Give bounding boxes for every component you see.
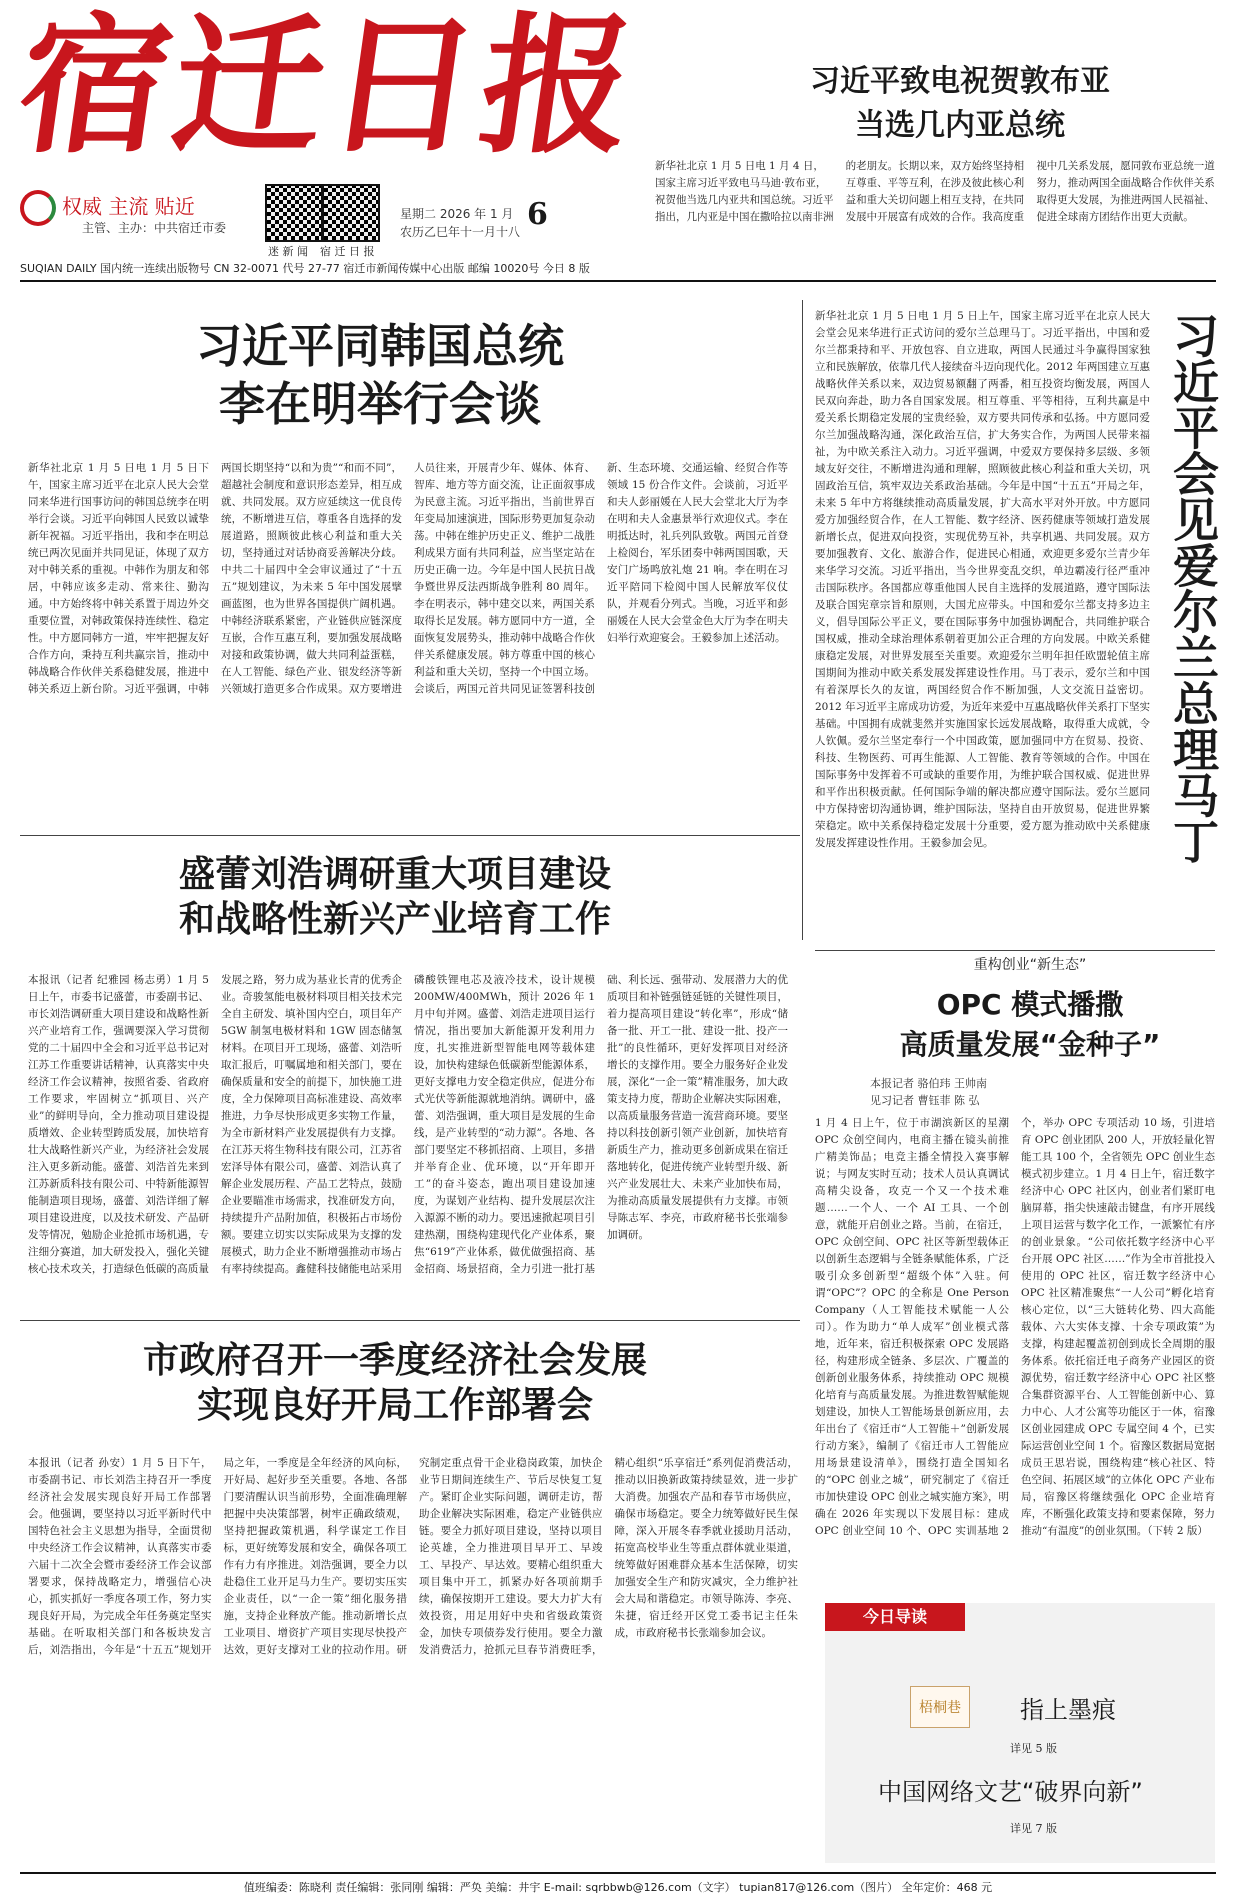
today-guide-label: 今日导读 — [825, 1603, 965, 1631]
lead-story-body: 新华社北京 1 月 5 日电 1 月 5 日下午，国家主席习近平在北京人民大会堂同来华进行国事访问的韩国总统李在明举行会谈。习近平向韩国人民致以诚挚新年祝福。习近平指出，我和李在明总统已两次见面并共同见证，体现了双方对中韩关系的重视。中韩作为朋友和邻居，中韩应该多走动、常来往、勤沟通。中方始终将中韩关系置于周边外交重要位置，对韩政策保持连续性、稳定性。中方愿同韩方一道，牢牢把握友好合作方向，秉持互利共赢宗旨，推动中韩战略合作伙伴关系稳健发展，推进中韩关系迈上新台阶。习近平强调，中韩两国长期坚持“以和为贵”“和而不同”，超越社会制度和意识形态差异，相互成就、共同发展。双方应延续这一优良传统，不断增进互信，尊重各自选择的发展道路，照顾彼此核心利益和重大关切，坚持通过对话协商妥善解决分歧。中共二十届四中全会审议通过了“十五五”规划建议，为未来 5 年中国发展擘画蓝图，也为世界各国提供广阔机遇。中韩经济联系紧密，产业链供应链深度互嵌，合作互惠互利，要加强发展战略对接和政策协调，做大共同利益蛋糕，在人工智能、绿色产业、银发经济等新兴领域打造更多合作成果。双方要增进人员往来，开展青少年、媒体、体育、智库、地方等方面交流，让正面叙事成为民意主流。习近平指出，当前世界百年变局加速演进，国际形势更加复杂动荡。中韩在维护历史正义、维护二战胜利成果方面有共同利益，应当坚定站在历史正确一边。今年是中国人民抗日战争暨世界反法西斯战争胜利 80 周年。李在明表示，韩中建交以来，两国关系取得长足发展。韩方愿同中方一道，全面恢复发展势头，推动韩中战略合作伙伴关系健康发展。韩方尊重中国的核心利益和重大关切，坚持一个中国立场。会谈后，两国元首共同见证签署科技创新、生态环境、交通运输、经贸合作等领域 15 份合作文件。会谈前，习近平和夫人彭丽媛在人民大会堂北大厅为李在明和夫人金惠景举行欢迎仪式。李在明抵达时，礼兵列队致敬。两国元首登上检阅台，军乐团奏中韩两国国歌，天安门广场鸣放礼炮 21 响。李在明在习近平陪同下检阅中国人民解放军仪仗队，并观看分列式。当晚，习近平和彭丽媛在人民大会堂金色大厅为李在明夫妇举行欢迎宴会。王毅参加上述活动。 — [28, 462, 788, 695]
headline-line: 和战略性新兴产业培育工作 — [178, 899, 611, 940]
headline-line: 实现良好开局工作部署会 — [196, 1385, 593, 1426]
govt-story-body: 本报讯（记者 孙安）1 月 5 日下午，市委副书记、市长刘浩主持召开一季度经济社会发展实现良好开局工作部署会。他强调，要坚持以习近平新时代中国特色社会主义思想为指导，全面贯彻中央经济工作会议精神，认真落实市委六届十二次全会暨市委经济工作会议部署要求，保持战略定力，增强信心决心，抓实抓好一季度各项工作，努力实现良好开局，为完成全年任务奠定坚实基础。在听取相关部门和各板块发言后，刘浩指出，今年是“十五五”规划开局之年，一季度是全年经济的风向标，开好局、起好步至关重要。各地、各部门要清醒认识当前形势，全面准确理解把握中央决策部署，树牢正确政绩观，坚持把握政策机遇，科学谋定工作目标，更好统筹发展和安全，确保各项工作有力有序推进。刘浩强调，要全力以赴稳住工业开足马力生产。要切实压实企业责任，以“一企一策”细化服务措施，支持企业释放产能。推动新增长点工业项目、增资扩产项目实现尽快投产达效，更好支撑对工业的拉动作用。研究制定重点骨干企业稳岗政策，加快企业节日期间连续生产、节后尽快复工复产。紧盯企业实际问题，调研走访，帮助企业解决实际困难，稳定产业链供应链。要全力抓好项目建设，坚持以项目论英雄，全力推进项目早开工、早竣工、早投产、早达效。要精心组织重大项目集中开工，抓紧办好各项前期手续，确保按期开工建设。要大力扩大有效投资，用足用好中央和省级政策资金，加快专项债券发行使用。要全力激发消费活力，抢抓元旦春节消费旺季，精心组织“乐享宿迁”系列促消费活动，推动以旧换新政策持续显效，进一步扩大消费。加强农产品和春节市场供应，确保市场稳定。要全力统筹做好民生保障，深入开展冬春季就业援助月活动，拓宽高校毕业生等重点群体就业渠道，统筹做好困难群众基本生活保障，切实加强安全生产和防灾减灾，全力维护社会大局和谐稳定。市领导陈涛、李亮、朱捷，宿迁经开区党工委书记主任朱成，市政府秘书长张端参加会议。 — [28, 1457, 798, 1656]
newspaper-logo-icon — [20, 190, 56, 226]
headline-line: 盛蕾刘浩调研重大项目建设 — [178, 854, 611, 895]
opc-kicker: 重构创业“新生态” — [973, 957, 1087, 973]
qr-label: 迷 新 闻 — [268, 245, 308, 258]
section-divider — [20, 835, 800, 836]
project-story-headline[interactable] — [90, 852, 700, 942]
weekday-date: 星期二 2026 年 1 月 — [400, 207, 514, 221]
ireland-story-headline[interactable]: 习近平会见爱尔兰总理马丁 — [1166, 312, 1220, 864]
headline-line: 市政府召开一季度经济社会发展 — [142, 1340, 647, 1381]
qr-code-icon[interactable] — [265, 184, 323, 242]
column-divider — [802, 300, 803, 940]
lead-story-headline[interactable] — [110, 318, 650, 433]
slogan-text: 权威 主流 贴近 — [62, 194, 195, 219]
guide-item-title[interactable]: 中国网络文艺“破界向新” — [878, 1778, 1143, 1806]
issue-day: 6 — [527, 197, 548, 232]
ireland-story-body: 新华社北京 1 月 5 日电 1 月 5 日上午，国家主席习近平在北京人民大会堂会见来华进行正式访问的爱尔兰总理马丁。习近平指出，中国和爱尔兰都秉持和平、开放包容、自立进取，两国人民通过斗争赢得国家独立和民族解放，依靠几代人接续奋斗迈向现代化。2012 年两国建立互惠战略伙伴关系以来，双边贸易额翻了两番，相互投资均衡发展，两国人民双向奔赴，助力各自国家发展。相互尊重、平等相待，互利共赢是中爱关系长期稳定发展的宝贵经验，双方要共同传承和弘扬。中方愿同爱尔兰加强战略沟通，深化政治互信，扩大务实合作，为两国人民带来福祉，为中欧关系注入动力。习近平强调，中爱双方要保持多层级、多领域友好交往，不断增进沟通和理解，照顾彼此核心利益和重大关切，巩固政治互信，筑牢双边关系政治基础。今年是中国“十五五”开局之年，未来 5 年中方将继续推动高质量发展，扩大高水平对外开放。中方愿同爱方加强经贸合作，在人工智能、数字经济、医药健康等领域打造发展新增长点，促进双向投资，实现优势互补，共享机遇、共同发展。双方要加强教育、文化、旅游合作，促进民心相通，欢迎更多爱尔兰青少年来华学习交流。习近平指出，当今世界变乱交织，单边霸凌行径严重冲击国际秩序。各国都应尊重他国人民自主选择的发展道路，遵守国际法及联合国宪章宗旨和原则，大国尤应带头。中国和爱尔兰都支持多边主义，倡导国际公平正义，要在国际事务中加强协调配合，共同维护联合国权威，推动全球治理体系朝着更加公正合理的方向发展。中欧关系健康稳定发展，对世界发展至关重要。欢迎爱尔兰明年担任欧盟轮值主席国期间为推动中欧关系发展发挥建设性作用。马丁表示，爱尔兰和中国有着深厚长久的友谊，两国经贸合作不断加强，人文交流日益密切。2012 年习近平主席成功访爱，为近年来爱中互惠战略伙伴关系打下坚实基础。中国拥有成就斐然并实施国家长远发展战略，取得重大成就，令人钦佩。爱尔兰坚定奉行一个中国政策，愿加强同中方在贸易、投资、科技、生物医药、可再生能源、人工智能、教育等领域的合作。中国在国际事务中发挥着不可或缺的重要作用，为维护联合国权威、促进世界和平作出积极贡献。任何国际争端的解决都应遵守国际法。爱尔兰愿同中方保持密切沟通协调，维护国际法，坚持自由开放贸易，促进世界繁荣稳定。欧中关系保持稳定发展十分重要，爱方愿为推动欧中关系健康发展发挥建设性作用。王毅参加会见。 — [815, 310, 1150, 849]
govt-story-headline[interactable] — [90, 1338, 700, 1428]
guide-item-page: 详见 7 版 — [1010, 1822, 1057, 1835]
qr-code-icon[interactable] — [322, 184, 380, 242]
guide-item-title[interactable]: 指上墨痕 — [1020, 1696, 1116, 1724]
guide-item-page: 详见 5 版 — [1010, 1742, 1057, 1755]
top-story-headline[interactable] — [720, 60, 1200, 148]
opc-story-body: 1 月 4 日上午，位于市湖滨新区的星潮 OPC 众创空间内，电商主播在镜头前推广精美饰品；电竞主播全情投入赛事解说；与网友实时互动；技术人员认真调试高精尖设备，攻克一个又一个技术难题……一个人、一个 AI 工具、一个创意，就能开启创业之路。当前，在宿迁，OPC 众创空间、OPC 社区等新型载体正以创新生态逻辑与全链条赋能体系，广泛吸引众多创新型“超级个体”入驻。何谓“OPC”？OPC 的全称是 One Person Company（人工智能技术赋能一人公司）。作为助力“单人成军”创业模式落地，近年来，宿迁积极探索 OPC 发展路径，构建形成全链条、多层次、广覆盖的创新创业服务体系，持续推动 OPC 规模化培育与高质量发展。为推进数智赋能规划建设，加快人工智能场景创新应用，去年出台了《宿迁市“人工智能＋”创新发展行动方案》，编制了《宿迁市人工智能应用场景建设清单》，围绕打造全国知名的“OPC 创业之城”，研究制定了《宿迁市加快建设 OPC 创业之城实施方案》，明确在 2026 年实现以下发展目标：建成 OPC 创业空间 10 个、OPC 实训基地 2 个，举办 OPC 专项活动 10 场，引进培育 OPC 创业团队 200 人，开放轻量化智能工具 100 个，全省领先 OPC 创业生态模式初步建立。1 月 4 日上午，宿迁数字经济中心 OPC 社区内，创业者们紧盯电脑屏幕，指尖快速敲击键盘，有序开展线上项目运营与数字化工作，一派繁忙有序的创业景象。“公司依托数字经济中心平台开展 OPC 社区……”作为全市首批投入使用的 OPC 社区，宿迁数字经济中心 OPC 社区精准聚焦“一人公司”孵化培育核心定位，以“三大链转化势、四大高能载体、六大实体支撑、十余专项政策”为支撑，构建起覆盖初创到成长全周期的服务体系。依托宿迁电子商务产业园区的资源优势，宿迁数字经济中心 OPC 社区整合集群资源平台、人工智能创新中心、算力中心、人才公寓等功能区于一体，宿豫区创业园建成 OPC 专属空间 4 个，已实际运营创业空间 1 个。宿豫区数据局宽据成员王思岩说，围绕构建“核心社区、特色空间、拓展区域”的立体化 OPC 产业布局，宿豫区将继续强化 OPC 企业培育库，不断强化政策支持和要素保障，努力推动“有温度”的创业氛围。（下转 2 版） — [815, 1117, 1215, 1537]
qr-label: 宿 迁 日 报 — [320, 245, 375, 258]
headline-line: 当选几内亚总统 — [855, 108, 1065, 143]
page-footer: 值班编委：陈晓利 责任编辑：张同刚 编辑：严奂 美编：井宇 E-mail: sqrbbwb@126.com（文字） tupian817@126.com（图片） 全年定价：468 元 — [20, 1872, 1216, 1895]
masthead-sponsor: 主管、主办：中共宿迁市委 — [82, 221, 227, 235]
headline-line: OPC 模式播撒 — [936, 988, 1124, 1021]
opc-story-headline[interactable] — [860, 985, 1200, 1065]
masthead-title: 宿迁日报 — [7, 0, 649, 174]
headline-line: 习近平同韩国总统 — [196, 319, 564, 373]
opc-byline: 本报记者 骆伯玮 王帅南 — [870, 1077, 987, 1090]
lunar-date: 农历乙巳年十一月十八 — [400, 225, 521, 239]
wutong-lane-logo: 梧桐巷 — [910, 1686, 970, 1728]
issue-date — [400, 205, 520, 241]
headline-line: 李在明举行会谈 — [219, 376, 541, 431]
top-story-body: 新华社北京 1 月 5 日电 1 月 4 日，国家主席习近平致电马马迪·敦布亚，祝贺他当选几内亚共和国总统。习近平指出，几内亚是中国在撒哈拉以南非洲的老朋友。长期以来，双方始终坚持相互尊重、平等互利，在涉及彼此核心利益和重大关切问题上相互支持，在共同发展中开展富有成效的合作。我高度重视中几关系发展，愿同敦布亚总统一道努力，推动两国全面战略合作伙伴关系取得更大发展，为推进两国人民福祉、促进全球南方团结作出更大贡献。 — [655, 160, 1215, 223]
project-story-body: 本报讯（记者 纪雅园 杨志勇）1 月 5 日上午，市委书记盛蕾，市委副书记、市长刘浩调研重大项目建设和战略性新兴产业培育工作，强调要深入学习贯彻党的二十届四中全会和习近平总书记对江苏工作重要讲话精神，认真落实中央经济工作会议精神，按照省委、省政府工作要求，牢固树立“抓项目、兴产业”的鲜明导向，全力推动项目建设提质增效、企业转型跨质发展，加快培育壮大战略性新兴产业，为经济社会发展注入更多新动能。盛蕾、刘浩首先来到江苏新质科技有限公司、中特新能源智能制造项目现场，盛蕾、刘浩详细了解项目建设进度，以及技术研发、产品研发等情况，勉励企业抢抓市场机遇，专注细分赛道，加大研发投入，强化关键核心技术攻关，打造绿色低碳的高质量发展之路，努力成为基业长青的优秀企业。奇骏氢能电极材料项目相关技术完全自主研发、填补国内空白，项目年产 5GW 制氢电极材料和 1GW 固态储氢材料。在项目开工现场，盛蕾、刘浩听取汇报后，叮嘱属地和相关部门，要在确保质量和安全的前提下，加快施工进度，全力保障项目高标准建设、高效率推进，力争尽快形成更多实物工作量，为全市新材料产业发展提供有力支撑。在江苏天将生物科技有限公司，江苏省宏泽导体有限公司，盛蕾、刘浩认真了解企业发展历程、产品工艺特点，鼓励企业要瞄准市场需求，找准研发方向，持续提升产品附加值，积极拓占市场份额。要建立切实以实际成果为支撑的发展模式，助力企业不断增强推动市场占有率持续提高。鑫健科技储能电站采用磷酸铁锂电芯及液冷技术，设计规模 200MW/400MWh，预计 2026 年 1 月中旬并网。盛蕾、刘浩走进项目运行情况，指出要加大新能源开发利用力度，扎实推进新型智能电网等载体建设，加快构建绿色低碳新型能源体系，更好支撑电力安全稳定供应，促进分布式光伏等新能源就地消纳。调研中，盛蕾、刘浩强调，重大项目是发展的生命线，是产业转型的“动力源”。各地、各部门要坚定不移抓招商、上项目，多措并举育企业、优环境，以“开年即开工”的奋斗姿态，跑出项目建设加速度，为谋划产业结构、提升发展层次注入源源不断的动力。要迅速掀起项目引建热潮，围绕构建现代化产业体系，聚焦“619”产业体系，做优做强招商、基金招商、场景招商，全力引进一批打基础、利长远、强带动、发展潜力大的优质项目和补链强链延链的关键性项目，着力提高项目建设“转化率”，形成“储备一批、开工一批、建设一批、投产一批”的良性循环，更好发挥项目对经济增长的支撑作用。要全力服务好企业发展，深化“一企一策”精准服务，加大政策支持力度，帮助企业解决实际困难，以高质量服务营造一流营商环境。要坚持以科技创新引领产业创新，加快培育新质生产力，推动更多创新成果在宿迁落地转化，促进传统产业转型升级、新兴产业发展壮大、未来产业加快布局，为推动高质量发展提供有力支撑。市领导陈志军、李亮，市政府秘书长张端参加调研。 — [28, 974, 788, 1275]
headline-line: 习近平致电祝贺敦布亚 — [810, 64, 1110, 99]
headline-line: 高质量发展“金种子” — [899, 1028, 1161, 1061]
publication-meta: SUQIAN DAILY 国内统一连续出版物号 CN 32-0071 代号 27-77 宿迁市新闻传媒中心出版 邮编 10020号 今日 8 版 — [20, 260, 1216, 282]
section-divider — [20, 1320, 800, 1321]
section-divider — [815, 950, 1215, 951]
opc-byline-2: 见习记者 曹钰菲 陈 弘 — [870, 1094, 980, 1107]
